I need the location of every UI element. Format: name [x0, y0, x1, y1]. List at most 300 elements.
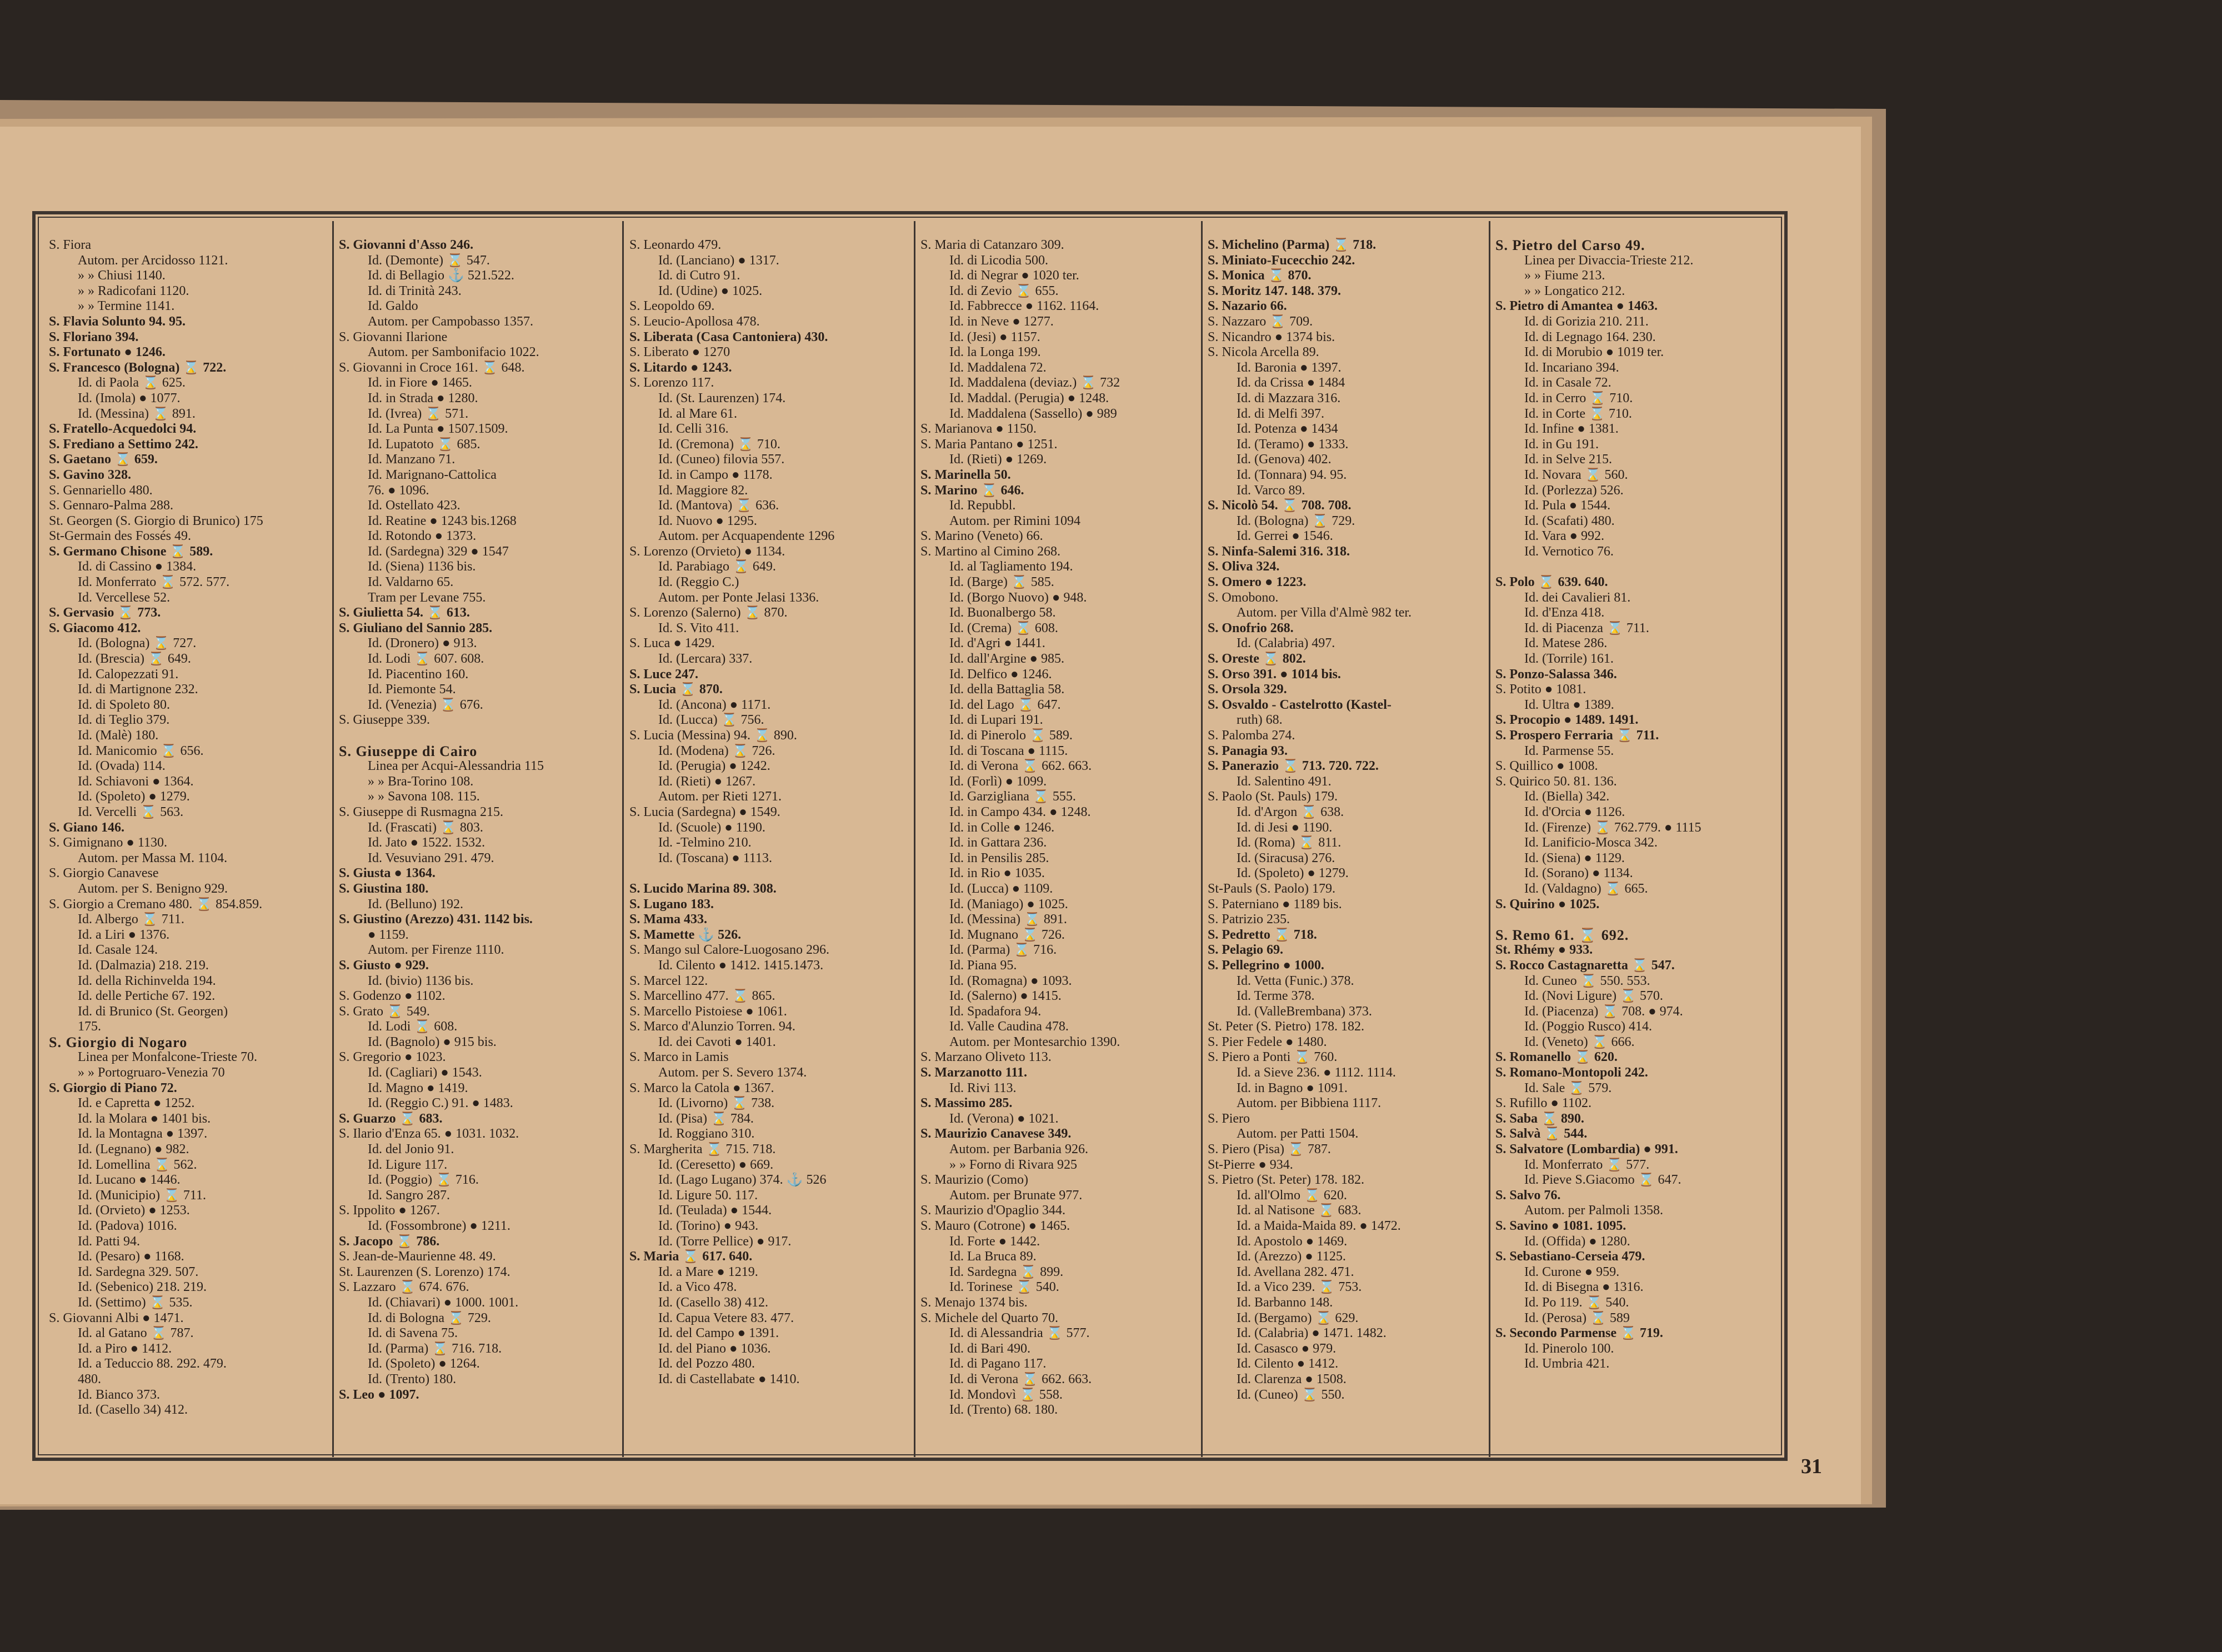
index-entry: Id. a Piro ● 1412.: [78, 1341, 172, 1356]
index-entry: S. Michele del Quarto 70.: [920, 1310, 1058, 1325]
index-entry: Id. di Legnago 164. 230.: [1524, 329, 1656, 344]
index-entry: Id. (Mantova) ⌛ 636.: [658, 498, 779, 513]
index-entry: S. Orsola 329.: [1208, 682, 1287, 697]
index-entry: Id. di Paola ⌛ 625.: [78, 376, 186, 391]
index-entry: Id. di Spoleto 80.: [78, 697, 170, 712]
index-entry: S. Godenzo ● 1102.: [339, 989, 446, 1004]
index-entry: Id. in Campo 434. ● 1248.: [949, 804, 1091, 819]
index-entry: Id. (Toscana) ● 1113.: [658, 850, 772, 865]
index-entry: Id. (Lanciano) ● 1317.: [658, 253, 779, 268]
index-entry: S. Onofrio 268.: [1208, 620, 1294, 635]
index-entry: St-Pierre ● 934.: [1208, 1157, 1293, 1172]
index-entry: S. Lucia (Sardegna) ● 1549.: [629, 804, 780, 819]
index-entry: S. Giovanni Ilarione: [339, 329, 448, 344]
index-entry: Id. (Torrile) 161.: [1524, 652, 1614, 667]
index-entry: Id. a Vico 239. ⌛ 753.: [1237, 1280, 1362, 1295]
index-entry: St. Peter (S. Pietro) 178. 182.: [1208, 1019, 1364, 1034]
index-entry: Id. (Trento) 180.: [368, 1371, 457, 1386]
index-entry: Id. (Perugia) ● 1242.: [658, 759, 770, 774]
index-entry: S. Mango sul Calore-Luogosano 296.: [629, 943, 829, 958]
index-entry: Id. Barbanno 148.: [1237, 1295, 1333, 1310]
index-entry: Id. (Livorno) ⌛ 738.: [658, 1096, 775, 1111]
index-entry: S. Pietro di Amantea ● 1463.: [1495, 299, 1658, 314]
index-entry: Id. Maddalena (Sassello) ● 989: [949, 406, 1117, 421]
index-entry: Id. del Jonio 91.: [368, 1142, 454, 1157]
index-entry: Id. in Neve ● 1277.: [949, 314, 1054, 329]
index-entry: Id. di Piacenza ⌛ 711.: [1524, 620, 1649, 635]
index-entry: Id. (Messina) ⌛ 891.: [949, 912, 1067, 927]
index-entry: S. Giorgio di Piano 72.: [49, 1080, 177, 1095]
index-entry: Id. Celli 316.: [658, 422, 729, 437]
index-entry: S. Grato ⌛ 549.: [339, 1004, 430, 1019]
index-entry: Id. di Morubio ● 1019 ter.: [1524, 345, 1664, 360]
index-entry: 480.: [78, 1371, 101, 1386]
index-entry: Id. (Lercara) 337.: [658, 652, 753, 667]
index-entry: Id. Casale 124.: [78, 943, 158, 958]
index-entry: Id. La Bruca 89.: [949, 1249, 1037, 1264]
index-entry: S. Giorgio Canavese: [49, 866, 159, 881]
index-entry: Id. Pieve S.Giacomo ⌛ 647.: [1524, 1173, 1681, 1188]
index-entry: S. Quirico 50. 81. 136.: [1495, 774, 1617, 789]
index-entry: Id. della Battaglia 58.: [949, 682, 1065, 697]
index-entry: S. Monica ⌛ 870.: [1208, 268, 1312, 283]
index-entry: S. Giorgio a Cremano 480. ⌛ 854.859.: [49, 897, 263, 912]
index-entry: Id. (Ancona) ● 1171.: [658, 697, 771, 712]
index-entry: Id. Spadafora 94.: [949, 1004, 1042, 1019]
index-entry: » » Bra-Torino 108.: [368, 774, 474, 789]
index-entry: Id. Pinerolo 100.: [1524, 1341, 1614, 1356]
index-entry: S. Piero (Pisa) ⌛ 787.: [1208, 1142, 1331, 1157]
index-entry: Id. (Settimo) ⌛ 535.: [78, 1295, 193, 1310]
index-entry: Id. (Dalmazia) 218. 219.: [78, 958, 209, 973]
index-entry: Id. (Municipio) ⌛ 711.: [78, 1188, 206, 1203]
index-entry: Id. (Spoleto) ● 1279.: [78, 789, 190, 804]
index-entry: Linea per Acqui-Alessandria 115: [368, 759, 544, 774]
index-entry: Id. Piemonte 54.: [368, 682, 456, 697]
index-entry: Id. di Jesi ● 1190.: [1237, 820, 1333, 835]
index-entry: S. Marcel 122.: [629, 973, 708, 988]
index-entry: S. Pellegrino ● 1000.: [1208, 958, 1324, 973]
index-entry: S. Maurizio d'Opaglio 344.: [920, 1203, 1065, 1218]
index-entry: [1495, 912, 1766, 928]
index-entry: Id. (Calabria) 497.: [1237, 636, 1335, 651]
index-entry: S. Gimignano ● 1130.: [49, 835, 167, 850]
index-entry: [629, 866, 900, 882]
index-entry: S. Quillico ● 1008.: [1495, 759, 1598, 774]
index-entry: Id. di Pinerolo ⌛ 589.: [949, 728, 1073, 743]
index-entry: » » Termine 1141.: [78, 299, 175, 314]
index-entry: S. Procopio ● 1489. 1491.: [1495, 713, 1639, 728]
index-entry: Id. (Spoleto) ● 1264.: [368, 1356, 480, 1371]
index-entry: Id. (Scafati) 480.: [1524, 513, 1615, 528]
index-entry: S. Leopoldo 69.: [629, 299, 715, 314]
index-entry: » » Radicofani 1120.: [78, 283, 189, 298]
index-entry: Autom. per Rimini 1094: [949, 513, 1080, 528]
index-entry: S. Gennariello 480.: [49, 483, 153, 498]
index-entry: S. Nicolò 54. ⌛ 708. 708.: [1208, 498, 1352, 513]
index-entry: S. Giustina 180.: [339, 881, 429, 896]
index-entry: Id. Cilento ● 1412. 1415.1473.: [658, 958, 824, 973]
index-entry: S. Lucia (Messina) 94. ⌛ 890.: [629, 728, 797, 743]
index-entry: Id. (Roma) ⌛ 811.: [1237, 835, 1342, 850]
index-entry: » » Portogruaro-Venezia 70: [78, 1065, 225, 1080]
index-entry: S. Paolo (St. Pauls) 179.: [1208, 789, 1338, 804]
index-entry: Id. Parmense 55.: [1524, 743, 1614, 758]
index-entry: S. Salvo 76.: [1495, 1188, 1561, 1203]
index-entry: S. Fortunato ● 1246.: [49, 345, 166, 360]
index-entry: Id. Novara ⌛ 560.: [1524, 467, 1628, 482]
index-entry: S. Giulietta 54. ⌛ 613.: [339, 605, 470, 620]
index-entry: S. Pedretto ⌛ 718.: [1208, 927, 1317, 942]
index-entry: Id. (Poggio Rusco) 414.: [1524, 1019, 1652, 1034]
index-entry: S. Fiora: [49, 238, 92, 252]
index-entry: Autom. per Patti 1504.: [1237, 1127, 1359, 1142]
index-entry: Id. (Porlezza) 526.: [1524, 483, 1624, 498]
index-entry: Id. Valle Caudina 478.: [949, 1019, 1069, 1034]
index-entry: S. Leo ● 1097.: [339, 1387, 419, 1402]
index-entry: ruth) 68.: [1237, 713, 1283, 728]
index-entry: Id. (Venezia) ⌛ 676.: [368, 697, 483, 712]
index-entry: S. Giacomo 412.: [49, 620, 141, 635]
index-entry: Id. (Bologna) ⌛ 729.: [1237, 513, 1355, 528]
index-entry: S. Paterniano ● 1189 bis.: [1208, 897, 1342, 912]
index-entry: Id. S. Vito 411.: [658, 620, 739, 635]
index-entry: S. Pier Fedele ● 1480.: [1208, 1034, 1327, 1049]
index-entry: Id. (Spoleto) ● 1279.: [1237, 866, 1349, 881]
index-entry: Autom. per Brunate 977.: [949, 1188, 1083, 1203]
index-entry: Id. di Castellabate ● 1410.: [658, 1371, 800, 1386]
index-entry: Id. Apostolo ● 1469.: [1237, 1234, 1348, 1249]
index-entry: [1495, 559, 1766, 575]
index-entry: Id. Pula ● 1544.: [1524, 498, 1611, 513]
index-entry: Id. Gerrei ● 1546.: [1237, 529, 1333, 544]
index-entry: Id. di Alessandria ⌛ 577.: [949, 1326, 1090, 1341]
index-entry: Id. (Siena) 1136 bis.: [368, 559, 476, 574]
index-entry: Id. Torinese ⌛ 540.: [949, 1280, 1059, 1295]
index-entry: S. Giuseppe 339.: [339, 713, 430, 728]
index-entry: Id. (Pesaro) ● 1168.: [78, 1249, 184, 1264]
index-entry: Id. (Bologna) ⌛ 727.: [78, 636, 197, 651]
index-entry: S. Giovanni d'Asso 246.: [339, 238, 474, 252]
index-column-6: [1495, 238, 1766, 1454]
index-entry: Id. in Cerro ⌛ 710.: [1524, 391, 1633, 406]
index-entry: S. Marzano Oliveto 113.: [920, 1050, 1052, 1065]
index-entry: Id. Umbria 421.: [1524, 1356, 1610, 1371]
index-entry: Id. Ultra ● 1389.: [1524, 697, 1614, 712]
index-entry: Id. (Cremona) ⌛ 710.: [658, 437, 780, 452]
index-entry: Id. di Bellagio ⚓ 521.522.: [368, 268, 514, 283]
index-entry: S. Giovanni Albi ● 1471.: [49, 1310, 184, 1325]
index-entry: Id. Manzano 71.: [368, 452, 456, 467]
index-entry: S. Saba ⌛ 890.: [1495, 1111, 1584, 1126]
index-entry: Id. Lanificio-Mosca 342.: [1524, 835, 1658, 850]
index-entry: 76. ● 1096.: [368, 483, 429, 498]
index-entry: Id. (Parma) ⌛ 716. 718.: [368, 1341, 502, 1356]
index-entry: S. Flavia Solunto 94. 95.: [49, 314, 186, 329]
index-entry: Id. (Salerno) ● 1415.: [949, 989, 1062, 1004]
index-entry: S. Quirino ● 1025.: [1495, 897, 1600, 912]
index-entry: Id. Vetta (Funic.) 378.: [1237, 973, 1354, 988]
index-entry: Id. Manicomio ⌛ 656.: [78, 743, 204, 758]
index-entry: Id. Potenza ● 1434: [1237, 422, 1338, 437]
index-entry: Autom. per Campobasso 1357.: [368, 314, 533, 329]
index-entry: S. Massimo 285.: [920, 1096, 1013, 1111]
index-entry: S. Panagia 93.: [1208, 743, 1288, 758]
index-column-1: [49, 238, 320, 1454]
index-entry: Autom. per S. Severo 1374.: [658, 1065, 807, 1080]
index-entry: S. Giustino (Arezzo) 431. 1142 bis.: [339, 912, 533, 927]
index-entry: Id. a Teduccio 88. 292. 479.: [78, 1356, 227, 1371]
index-entry: Id. (Modena) ⌛ 726.: [658, 743, 775, 758]
index-entry: S. Sebastiano-Cerseia 479.: [1495, 1249, 1645, 1264]
index-entry: Id. Delfico ● 1246.: [949, 667, 1052, 682]
index-entry: Id. Avellana 282. 471.: [1237, 1264, 1354, 1279]
index-entry: S. Leonardo 479.: [629, 238, 722, 252]
index-entry: Id. (Jesi) ● 1157.: [949, 329, 1040, 344]
index-entry: Id. Vesuviano 291. 479.: [368, 850, 494, 865]
index-entry: Id. d'Agri ● 1441.: [949, 636, 1045, 651]
index-entry: S. Maurizio (Como): [920, 1173, 1028, 1188]
index-entry: Id. (Poggio) ⌛ 716.: [368, 1173, 479, 1188]
index-entry: Id. Infine ● 1381.: [1524, 422, 1619, 437]
index-entry: Id. Terme 378.: [1237, 989, 1315, 1004]
section-heading: S. Remo 61. ⌛ 692.: [1495, 927, 1629, 943]
index-entry: S. Mama 433.: [629, 912, 707, 927]
index-entry: S. Gervasio ⌛ 773.: [49, 605, 161, 620]
index-entry: Id. Salentino 491.: [1237, 774, 1332, 789]
index-entry: Id. di Toscana ● 1115.: [949, 743, 1068, 758]
index-entry: Id. (Valdagno) ⌛ 665.: [1524, 881, 1648, 896]
index-entry: Id. (Cuneo) ⌛ 550.: [1237, 1387, 1345, 1402]
index-entry: Id. (Orvieto) ● 1253.: [78, 1203, 190, 1218]
index-entry: S. Ponzo-Salassa 346.: [1495, 667, 1617, 682]
index-entry: Id. (Padova) 1016.: [78, 1219, 177, 1233]
index-entry: Id. -Telmino 210.: [658, 835, 752, 850]
index-entry: Id. (Genova) 402.: [1237, 452, 1332, 467]
index-entry: Id. Casasco ● 979.: [1237, 1341, 1337, 1356]
index-entry: Id. (Siena) ● 1129.: [1524, 850, 1625, 865]
index-entry: Id. Vernotico 76.: [1524, 544, 1614, 559]
index-entry: Id. della Richinvelda 194.: [78, 973, 216, 988]
index-entry: S. Gaetano ⌛ 659.: [49, 452, 158, 467]
index-entry: Id. (Bergamo) ⌛ 629.: [1237, 1310, 1359, 1325]
index-entry: S. Liberato ● 1270: [629, 345, 730, 360]
index-entry: Id. Rivi 113.: [949, 1080, 1017, 1095]
index-entry: S. Francesco (Bologna) ⌛ 722.: [49, 360, 227, 375]
index-entry: S. Miniato-Fucecchio 242.: [1208, 253, 1355, 268]
section-heading: S. Giorgio di Nogaro: [49, 1034, 188, 1050]
index-entry: Id. Cuneo ⌛ 550. 553.: [1524, 973, 1650, 988]
index-entry: S. Floriano 394.: [49, 329, 139, 344]
index-entry: » » Fiume 213.: [1524, 268, 1605, 283]
index-column-5: [1208, 238, 1479, 1454]
index-entry: S. Patrizio 235.: [1208, 912, 1290, 927]
index-entry: Id. (Offida) ● 1280.: [1524, 1234, 1630, 1249]
index-entry: S. Leucio-Apollosa 478.: [629, 314, 760, 329]
index-entry: S. Prospero Ferraria ⌛ 711.: [1495, 728, 1659, 743]
index-entry: Id. (Reggio C.): [658, 575, 739, 590]
index-entry: S. Ilario d'Enza 65. ● 1031. 1032.: [339, 1127, 519, 1142]
index-entry: Autom. per Firenze 1110.: [368, 943, 504, 958]
index-entry: Id. Clarenza ● 1508.: [1237, 1371, 1347, 1386]
index-entry: Id. Lomellina ⌛ 562.: [78, 1157, 197, 1172]
index-entry: Id. la Longa 199.: [949, 345, 1041, 360]
section-heading: S. Giuseppe di Cairo: [339, 743, 478, 759]
column-rule: [1489, 221, 1490, 1457]
index-entry: ● 1159.: [368, 927, 409, 942]
index-entry: Id. (Parma) ⌛ 716.: [949, 943, 1057, 958]
index-entry: Id. (Arezzo) ● 1125.: [1237, 1249, 1346, 1264]
index-entry: Id. (Maniago) ● 1025.: [949, 897, 1068, 912]
index-entry: Id. Monferrato ⌛ 577.: [1524, 1157, 1650, 1172]
index-entry: Id. (Romagna) ● 1093.: [949, 973, 1072, 988]
index-entry: S. Frediano a Settimo 242.: [49, 437, 198, 452]
index-entry: Id. Vara ● 992.: [1524, 529, 1605, 544]
index-entry: S. Gavino 328.: [49, 467, 132, 482]
index-entry: Autom. per Rieti 1271.: [658, 789, 782, 804]
index-entry: Id. al Mare 61.: [658, 406, 737, 421]
index-entry: Id. la Molara ● 1401 bis.: [78, 1111, 211, 1126]
index-entry: Id. (Biella) 342.: [1524, 789, 1610, 804]
index-entry: Id. (Piacenza) ⌛ 708. ● 974.: [1524, 1004, 1683, 1019]
index-entry: S. Ninfa-Salemi 316. 318.: [1208, 544, 1350, 559]
index-entry: Id. al Gatano ⌛ 787.: [78, 1326, 194, 1341]
index-entry: S. Nazzaro ⌛ 709.: [1208, 314, 1313, 329]
index-entry: Id. di Lupari 191.: [949, 713, 1043, 728]
index-entry: Id. (Casello 38) 412.: [658, 1295, 768, 1310]
index-entry: Autom. per Montesarchio 1390.: [949, 1034, 1120, 1049]
index-entry: Id. in Fiore ● 1465.: [368, 376, 472, 391]
index-entry: Id. (Crema) ⌛ 608.: [949, 620, 1058, 635]
index-entry: Id. Po 119. ⌛ 540.: [1524, 1295, 1629, 1310]
index-entry: S. Margherita ⌛ 715. 718.: [629, 1142, 776, 1157]
index-entry: Id. (Frascati) ⌛ 803.: [368, 820, 483, 835]
index-entry: Id. del Piano ● 1036.: [658, 1341, 771, 1356]
index-entry: Id. d'Enza 418.: [1524, 605, 1605, 620]
index-entry: S. Luce 247.: [629, 667, 699, 682]
index-entry: Id. Reatine ● 1243 bis.1268: [368, 513, 517, 528]
index-entry: Id. Magno ● 1419.: [368, 1080, 468, 1095]
index-entry: Id. Matese 286.: [1524, 636, 1608, 651]
index-entry: Id. Calopezzati 91.: [78, 667, 179, 682]
index-entry: Id. (Teramo) ● 1333.: [1237, 437, 1349, 452]
index-entry: Autom. per Acquapendente 1296: [658, 529, 835, 544]
index-entry: Id. di Martignone 232.: [78, 682, 198, 697]
index-entry: S. Palomba 274.: [1208, 728, 1295, 743]
index-entry: Id. di Bari 490.: [949, 1341, 1030, 1356]
index-entry: Id. di Licodia 500.: [949, 253, 1048, 268]
index-entry: S. Oreste ⌛ 802.: [1208, 652, 1306, 667]
index-entry: Id. al Natisone ⌛ 683.: [1237, 1203, 1362, 1218]
index-entry: Id. (bivio) 1136 bis.: [368, 973, 474, 988]
index-entry: Id. (Sardegna) 329 ● 1547: [368, 544, 509, 559]
index-entry: S. Liberata (Casa Cantoniera) 430.: [629, 329, 828, 344]
index-entry: Autom. per Ponte Jelasi 1336.: [658, 590, 819, 605]
index-entry: S. Marco d'Alunzio Torren. 94.: [629, 1019, 795, 1034]
index-entry: S. Menajo 1374 bis.: [920, 1295, 1028, 1310]
index-entry: S. Piero a Ponti ⌛ 760.: [1208, 1050, 1338, 1065]
index-entry: Id. (Rieti) ● 1269.: [949, 452, 1047, 467]
index-entry: Id. Galdo: [368, 299, 418, 314]
index-entry: Id. Sangro 287.: [368, 1188, 450, 1203]
index-entry: Id. Marignano-Cattolica: [368, 467, 497, 482]
index-entry: Id. di Bologna ⌛ 729.: [368, 1310, 491, 1325]
index-entry: Id. Buonalbergo 58.: [949, 605, 1056, 620]
index-entry: Id. (Belluno) 192.: [368, 897, 463, 912]
index-entry: S. Lorenzo (Salerno) ⌛ 870.: [629, 605, 788, 620]
index-entry: Id. (Novi Ligure) ⌛ 570.: [1524, 989, 1663, 1004]
index-entry: Id. a Mare ● 1219.: [658, 1264, 758, 1279]
index-entry: Id. Baronia ● 1397.: [1237, 360, 1342, 375]
index-entry: Id. di Gorizia 210. 211.: [1524, 314, 1649, 329]
index-entry: S. Marino ⌛ 646.: [920, 483, 1024, 498]
index-entry: Id. Sardegna ⌛ 899.: [949, 1264, 1064, 1279]
index-entry: S. Marco la Catola ● 1367.: [629, 1080, 774, 1095]
index-entry: Id. d'Orcia ● 1126.: [1524, 804, 1625, 819]
index-entry: S. Lugano 183.: [629, 897, 714, 912]
index-entry: Id. in Rio ● 1035.: [949, 866, 1045, 881]
index-entry: Id. (Veneto) ⌛ 666.: [1524, 1034, 1635, 1049]
index-entry: Id. (Scuole) ● 1190.: [658, 820, 765, 835]
index-entry: Id. in Pensilis 285.: [949, 850, 1049, 865]
index-entry: Id. (Ceresetto) ● 669.: [658, 1157, 774, 1172]
index-entry: Id. (Pisa) ⌛ 784.: [658, 1111, 754, 1126]
index-entry: S. Lorenzo (Orvieto) ● 1134.: [629, 544, 785, 559]
index-entry: Id. (Casello 34) 412.: [78, 1403, 188, 1418]
index-entry: S. Omero ● 1223.: [1208, 575, 1307, 590]
index-entry: Id. Maggiore 82.: [658, 483, 748, 498]
index-entry: Id. (Borgo Nuovo) ● 948.: [949, 590, 1087, 605]
page-number: 31: [1801, 1455, 1822, 1478]
index-entry: Id. in Gattara 236.: [949, 835, 1047, 850]
index-entry: S. Marzanotto 111.: [920, 1065, 1027, 1080]
index-entry: » » Savona 108. 115.: [368, 789, 480, 804]
index-entry: Id. Schiavoni ● 1364.: [78, 774, 194, 789]
column-rule: [1201, 221, 1203, 1457]
index-entry: Id. al Tagliamento 194.: [949, 559, 1073, 574]
index-entry: S. Potito ● 1081.: [1495, 682, 1587, 697]
index-entry: » » Longatico 212.: [1524, 283, 1625, 298]
index-entry: Autom. per S. Benigno 929.: [78, 881, 228, 896]
index-entry: Id. del Campo ● 1391.: [658, 1326, 779, 1341]
index-entry: S. Giovanni in Croce 161. ⌛ 648.: [339, 360, 525, 375]
index-entry: S. Giusta ● 1364.: [339, 866, 436, 881]
index-entry: Id. Maddalena 72.: [949, 360, 1047, 375]
index-entry: S. Oliva 324.: [1208, 559, 1280, 574]
index-entry: S. Litardo ● 1243.: [629, 360, 732, 375]
index-entry: » » Forno di Rivara 925: [949, 1157, 1077, 1172]
index-entry: Id. Vercelli ⌛ 563.: [78, 804, 184, 819]
index-entry: Id. in Corte ⌛ 710.: [1524, 406, 1632, 421]
column-rule: [622, 221, 624, 1457]
index-entry: S. Polo ⌛ 639. 640.: [1495, 575, 1608, 590]
index-entry: Id. Monferrato ⌛ 572. 577.: [78, 575, 230, 590]
index-entry: Id. di Zevio ⌛ 655.: [949, 283, 1059, 298]
index-entry: Id. Lucano ● 1446.: [78, 1173, 181, 1188]
index-entry: Id. Mondovì ⌛ 558.: [949, 1387, 1063, 1402]
index-entry: S. Michelino (Parma) ⌛ 718.: [1208, 238, 1377, 252]
index-entry: Id. Vercellese 52.: [78, 590, 171, 605]
index-entry: Id. di Mazzara 316.: [1237, 391, 1341, 406]
index-entry: S. Orso 391. ● 1014 bis.: [1208, 667, 1341, 682]
index-entry: Id. (Malè) 180.: [78, 728, 159, 743]
index-entry: St. Georgen (S. Giorgio di Brunico) 175: [49, 513, 263, 528]
index-column-3: [629, 238, 900, 1454]
index-entry: S. Marcello Pistoiese ● 1061.: [629, 1004, 787, 1019]
index-entry: S. Rocco Castagnaretta ⌛ 547.: [1495, 958, 1675, 973]
index-entry: Linea per Monfalcone-Trieste 70.: [78, 1050, 258, 1065]
index-entry: S. Jacopo ⌛ 786.: [339, 1234, 440, 1249]
